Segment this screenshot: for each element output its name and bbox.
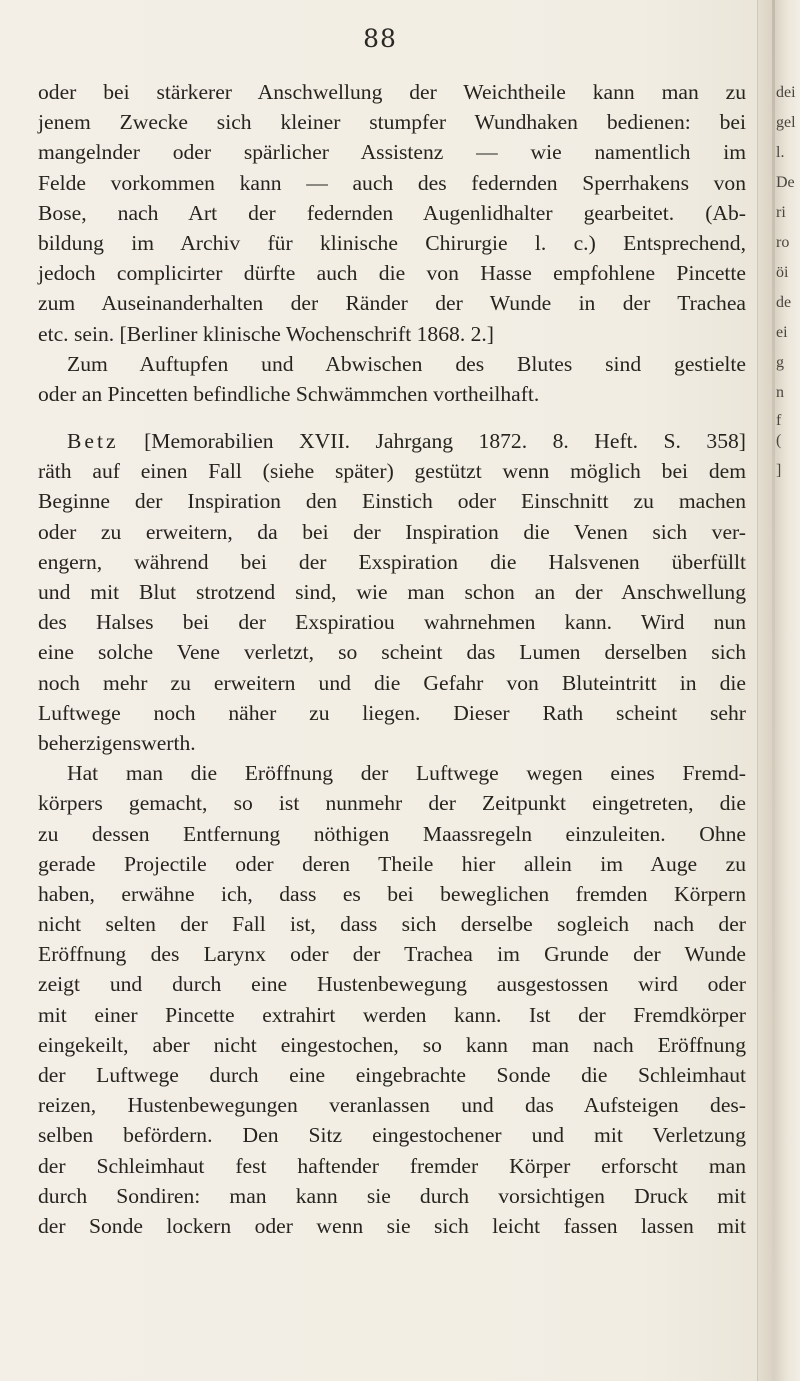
- text-line: reizen, Hustenbewegungen veranlassen und das Aufsteigen des-: [38, 1093, 746, 1118]
- text-line: selben befördern. Den Sitz eingestochener und mit Verletzung: [38, 1123, 746, 1148]
- text-line: der Schleimhaut fest haftender fremder Körper erforscht man: [38, 1153, 746, 1178]
- page-number: 88: [363, 24, 397, 53]
- text-line: Eröffnung des Larynx oder der Trachea im Grunde der Wunde: [38, 942, 746, 967]
- page-fold: [772, 0, 775, 1381]
- text-line: beherzigenswerth.: [38, 730, 196, 755]
- text-line: Hat man die Eröffnung der Luftwege wegen eines Fremd-: [67, 761, 746, 786]
- text-line: durch Sondiren: man kann sie durch vorsichtigen Druck mit: [38, 1183, 746, 1208]
- text-line: zeigt und durch eine Hustenbewegung ausgestossen wird oder: [38, 972, 746, 997]
- paragraph: [38, 349, 746, 409]
- text-line: engern, während bei der Exspiration die Halsvenen überfüllt: [38, 549, 746, 574]
- text-line: jenem Zwecke sich kleiner stumpfer Wundhaken bedienen: bei: [38, 110, 746, 135]
- text-line: eingekeilt, aber nicht eingestochen, so kann man nach Eröffnung: [38, 1032, 746, 1057]
- text-line: Luftwege noch näher zu liegen. Dieser Rath scheint sehr: [38, 700, 746, 725]
- text-line: noch mehr zu erweitern und die Gefahr von Bluteintritt in die: [38, 670, 746, 695]
- text-line: der Luftwege durch eine eingebrachte Sonde die Schleimhaut: [38, 1063, 746, 1087]
- text-line: gerade Projectile oder deren Theile hier allein im Auge zu: [38, 851, 746, 876]
- paragraph-gap: [38, 409, 746, 426]
- adjacent-page-fragment: gel: [776, 114, 796, 131]
- text-line: zu dessen Entfernung nöthigen Maassregeln einzuleiten. Ohne: [38, 821, 746, 846]
- text-line: oder bei stärkerer Anschwellung der Weichtheile kann man zu: [38, 80, 746, 104]
- citation: [Memorabilien XVII. Jahrgang 1872. 8. Heft. S. 358]: [144, 429, 746, 454]
- text-line: Beginne der Inspiration den Einstich oder Einschnitt zu machen: [38, 489, 746, 514]
- text-line: zum Auseinanderhalten der Ränder der Wunde in der Trachea: [38, 291, 746, 316]
- text-line: oder an Pincetten befindliche Schwämmchen vortheilhaft.: [38, 381, 540, 406]
- text-line: nicht selten der Fall ist, dass sich derselbe sogleich nach der: [38, 912, 746, 937]
- text-line: Bose, nach Art der federnden Augenlidhalter gearbeitet. (Ab-: [38, 200, 746, 225]
- adjacent-page-fragment: n: [776, 384, 784, 401]
- text-line: bildung im Archiv für klinische Chirurgie l. c.) Entsprechend,: [38, 230, 746, 255]
- adjacent-page-fragment: ro: [776, 234, 790, 251]
- text-line: [38, 426, 746, 456]
- adjacent-page-fragment: ]: [776, 462, 782, 479]
- text-line: des Halses bei der Exspiratiou wahrnehmen kann. Wird nun: [38, 610, 746, 635]
- text-line: etc. sein. [Berliner klinische Wochenschrift 1868. 2.]: [38, 321, 494, 346]
- text-line: und mit Blut strotzend sind, wie man schon an der Anschwellung: [38, 580, 746, 604]
- text-line: mit einer Pincette extrahirt werden kann. Ist der Fremdkörper: [38, 1002, 746, 1027]
- body-text: [38, 77, 746, 1241]
- adjacent-page-fragment: öi: [776, 264, 789, 281]
- adjacent-page-fragment: De: [776, 174, 795, 191]
- adjacent-page-fragment: (: [776, 432, 782, 449]
- text-line: körpers gemacht, so ist nunmehr der Zeitpunkt eingetreten, die: [38, 791, 746, 816]
- adjacent-page-fragment: f: [776, 412, 782, 429]
- text-line: Felde vorkommen kann — auch des federnden Sperrhakens von: [38, 170, 746, 195]
- adjacent-page-fragment: ri: [776, 204, 786, 221]
- text-line: Zum Auftupfen und Abwischen des Blutes sind gestielte: [67, 351, 746, 376]
- adjacent-page-fragment: g: [776, 354, 784, 371]
- adjacent-page-fragment: de: [776, 294, 792, 311]
- adjacent-page-edge: [757, 0, 800, 1381]
- text-line: oder zu erweitern, da bei der Inspiration die Venen sich ver-: [38, 519, 746, 544]
- paragraph: [38, 426, 746, 758]
- adjacent-page-fragment: ei: [776, 324, 788, 341]
- text-line: der Sonde lockern oder wenn sie sich leicht fassen lassen mit: [38, 1213, 746, 1238]
- text-line: jedoch complicirter dürfte auch die von Hasse empfohlene Pincette: [38, 261, 746, 286]
- text-line: haben, erwähne ich, dass es bei beweglichen fremden Körpern: [38, 881, 746, 906]
- paragraph: [38, 758, 746, 1241]
- text-line: eine solche Vene verletzt, so scheint das Lumen derselben sich: [38, 640, 746, 665]
- text-line: mangelnder oder spärlicher Assistenz — wie namentlich im: [38, 140, 746, 165]
- adjacent-page-fragment: l.: [776, 144, 785, 161]
- adjacent-page-fragment: dei: [776, 84, 796, 101]
- author-name: Betz: [67, 429, 119, 454]
- paragraph: [38, 77, 746, 349]
- text-line: räth auf einen Fall (siehe später) gestützt wenn möglich bei dem: [38, 459, 746, 484]
